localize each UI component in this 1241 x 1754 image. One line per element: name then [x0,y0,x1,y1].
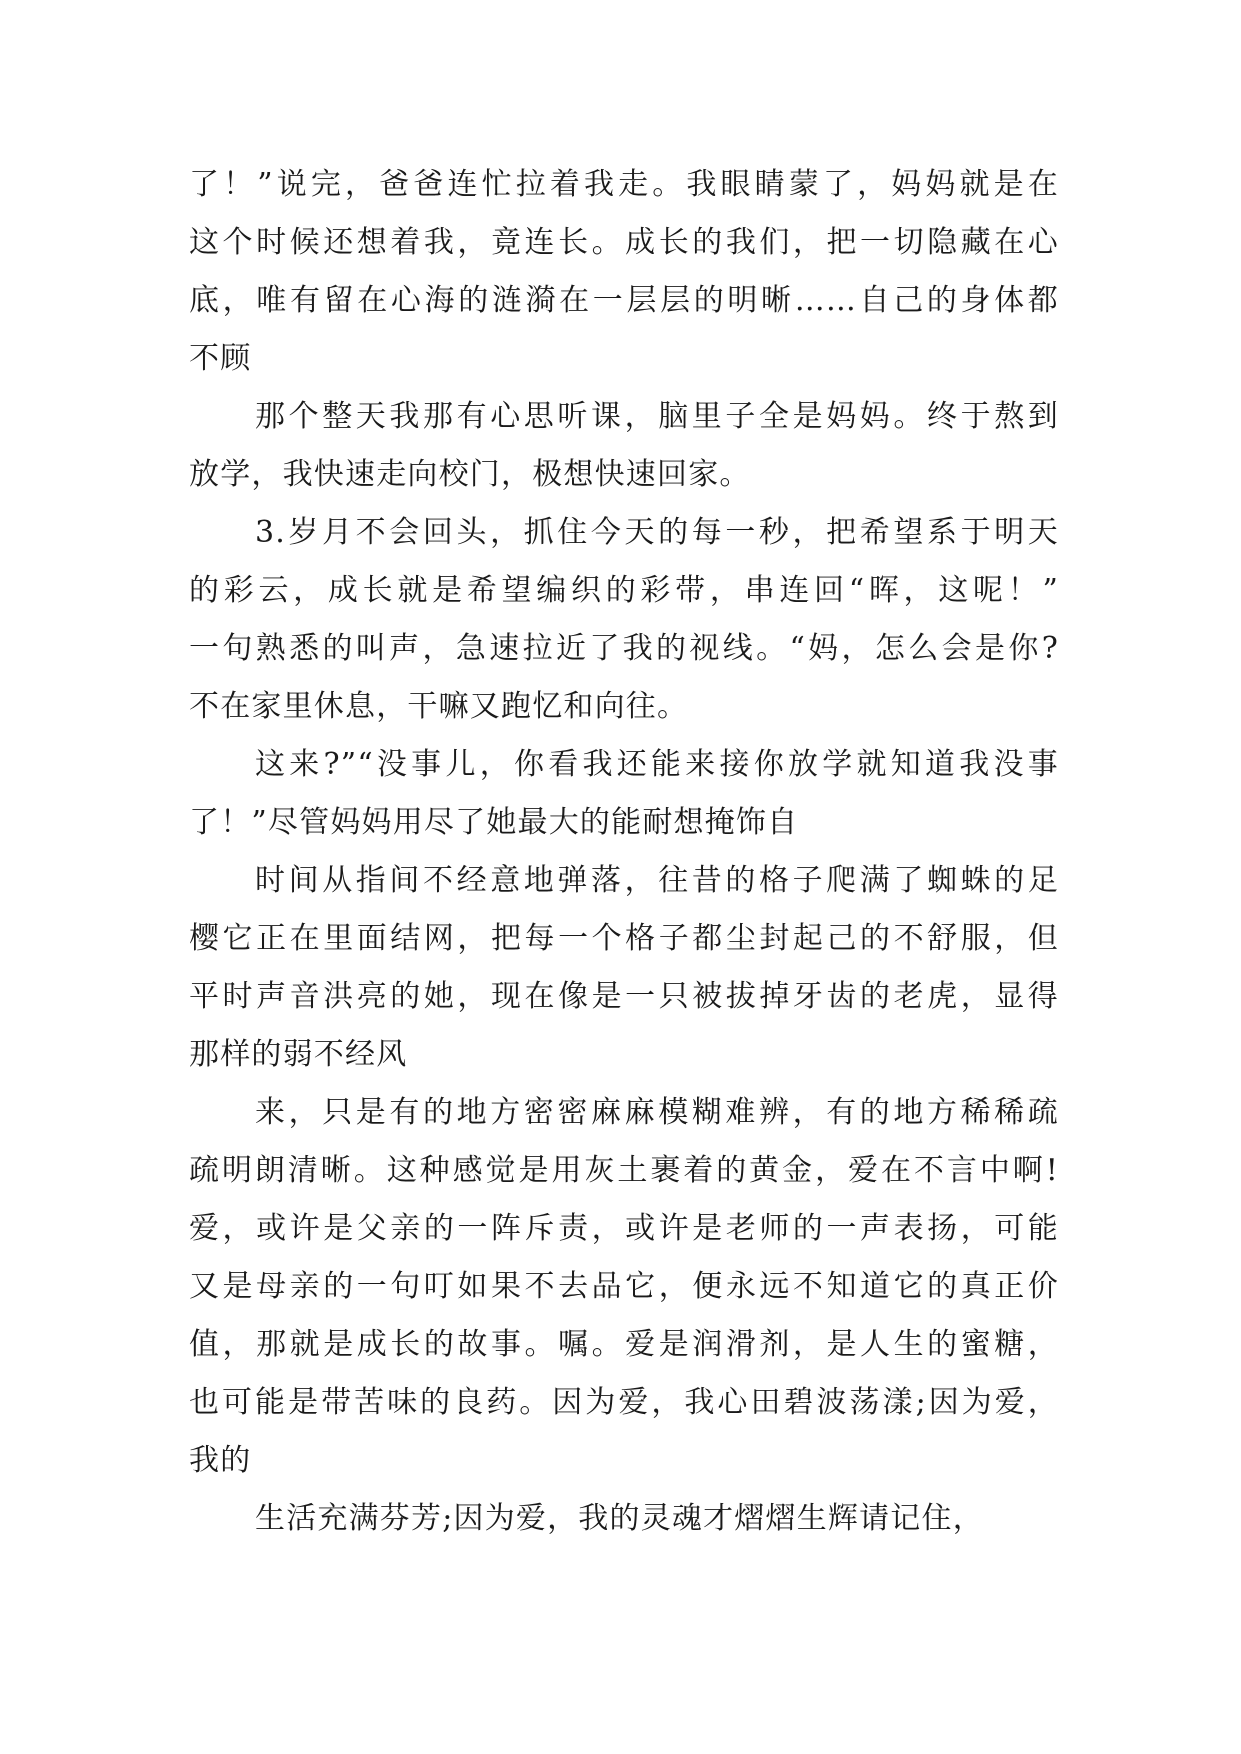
text-line: 又是母亲的一句叮如果不去品它，便永远不知道它的真正价 [189,1269,1059,1304]
text-line: 樱它正在里面结网，把每一个格子都尘封起己的不舒服，但 [189,921,1059,956]
text-line: 不在家里休息，干嘛又跑忆和向往。 [189,689,689,724]
text-line: 放学，我快速走向校门，极想快速回家。 [189,457,751,492]
document-body [189,156,1059,1548]
text-line: 爱，或许是父亲的一阵斥责，或许是老师的一声表扬，可能 [189,1211,1059,1246]
text-line: 这来?”“没事儿，你看我还能来接你放学就知道我没事 [255,747,1059,782]
text-line: 来，只是有的地方密密麻麻模糊难辨，有的地方稀稀疏 [255,1095,1059,1130]
text-line: 不顾 [189,341,252,376]
text-line: 也可能是带苦味的良药。因为爱，我心田碧波荡漾;因为爱， [189,1385,1059,1420]
text-line: 平时声音洪亮的她，现在像是一只被拔掉牙齿的老虎，显得 [189,979,1059,1014]
text-line: 那样的弱不经风 [189,1037,408,1072]
text-line: 了！”尽管妈妈用尽了她最大的能耐想掩饰自 [189,805,799,840]
text-line: 那个整天我那有心思听课，脑里子全是妈妈。终于熬到 [255,399,1059,434]
text-line: 3.岁月不会回头，抓住今天的每一秒，把希望系于明天 [255,515,1059,550]
text-line: 一句熟悉的叫声，急速拉近了我的视线。“妈，怎么会是你? [189,631,1059,666]
text-line: 疏明朗清晰。这种感觉是用灰土裹着的黄金，爱在不言中啊! [189,1153,1059,1188]
text-line: 了！”说完，爸爸连忙拉着我走。我眼睛蒙了，妈妈就是在 [189,167,1059,202]
text-line: 底，唯有留在心海的涟漪在一层层的明晰……自己的身体都 [189,283,1059,318]
text-line: 值，那就是成长的故事。嘱。爱是润滑剂，是人生的蜜糖， [189,1327,1059,1362]
text-line: 生活充满芬芳;因为爱，我的灵魂才熠熠生辉请记住， [255,1501,984,1536]
text-line: 时间从指间不经意地弹落，往昔的格子爬满了蜘蛛的足 [255,863,1059,898]
text-line: 的彩云，成长就是希望编织的彩带，串连回“晖，这呢！” [189,573,1059,608]
text-line: 这个时候还想着我，竟连长。成长的我们，把一切隐藏在心 [189,225,1059,260]
text-line: 我的 [189,1443,252,1478]
